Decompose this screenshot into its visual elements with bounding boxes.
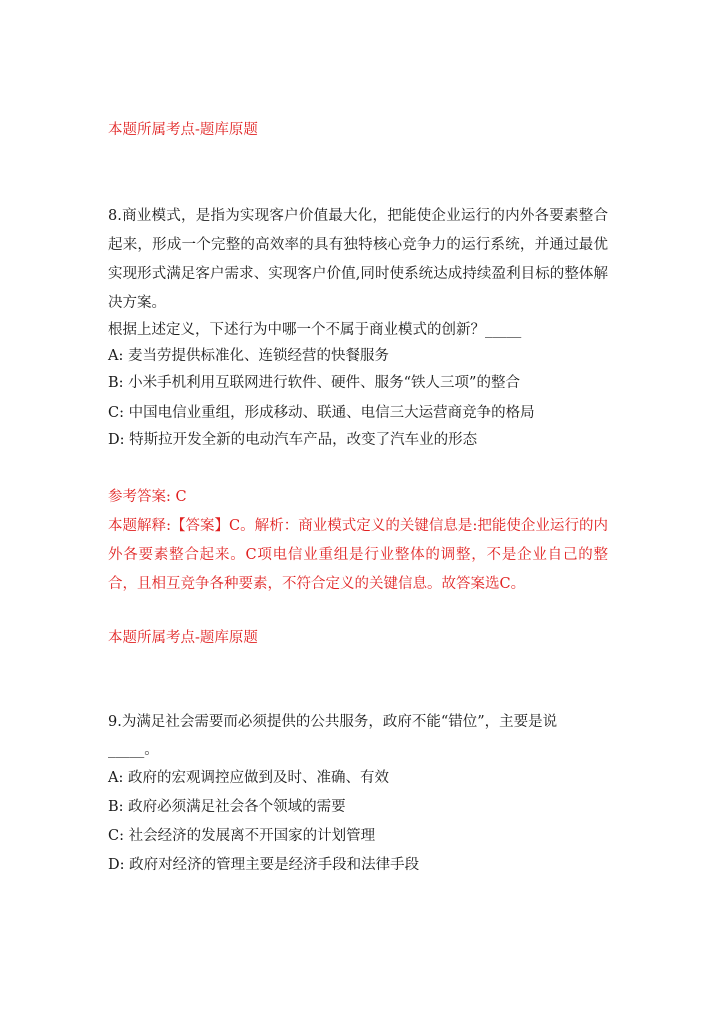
question-8-prompt: 根据上述定义，下述行为中哪一个不属于商业模式的创新？_____ [108, 322, 522, 338]
question-8-answer: 参考答案: C [108, 489, 187, 505]
question-9-option-b: B: 政府必须满足社会各个领域的需要 [108, 799, 346, 815]
question-9-option-a: A: 政府的宏观调控应做到及时、准确、有效 [108, 770, 389, 786]
question-9-stem: 9.为满足社会需要而必须提供的公共服务，政府不能“错位”，主要是说 [108, 714, 558, 730]
question-8-option-d: D: 特斯拉开发全新的电动汽车产品，改变了汽车业的形态 [108, 432, 478, 448]
question-8-explanation: 本题解释:【答案】C。解析：商业模式定义的关键信息是:把能使企业运行的内外各要素整合起来。C项电信业重组是行业整体的调整，不是企业自己的整合，且相互竞争各种要素，不符合定义的关键信息。故答案选C。 [108, 518, 608, 592]
topic-label: 本题所属考点-题库原题 [108, 122, 258, 138]
question-8-option-a: A: 麦当劳提供标准化、连锁经营的快餐服务 [108, 348, 389, 364]
question-9-stem-blank: _____。 [108, 742, 159, 758]
document-page [108, 0, 618, 1018]
question-9-option-c: C: 社会经济的发展离不开国家的计划管理 [108, 828, 376, 844]
question-8-option-b: B: 小米手机利用互联网进行软件、硬件、服务“铁人三项”的整合 [108, 375, 520, 391]
question-8-stem: 8.商业模式，是指为实现客户价值最大化，把能使企业运行的内外各要素整合起来，形成一个完整的高效率的具有独特核心竞争力的运行系统，并通过最优实现形式满足客户需求、实现客户价值,同时使系统达成持续盈利目标的整体解决方案。 [108, 208, 608, 311]
question-9-option-d: D: 政府对经济的管理主要是经济手段和法律手段 [108, 857, 420, 873]
question-8-option-c: C: 中国电信业重组，形成移动、联通、电信三大运营商竞争的格局 [108, 405, 535, 421]
topic-label: 本题所属考点-题库原题 [108, 630, 258, 646]
